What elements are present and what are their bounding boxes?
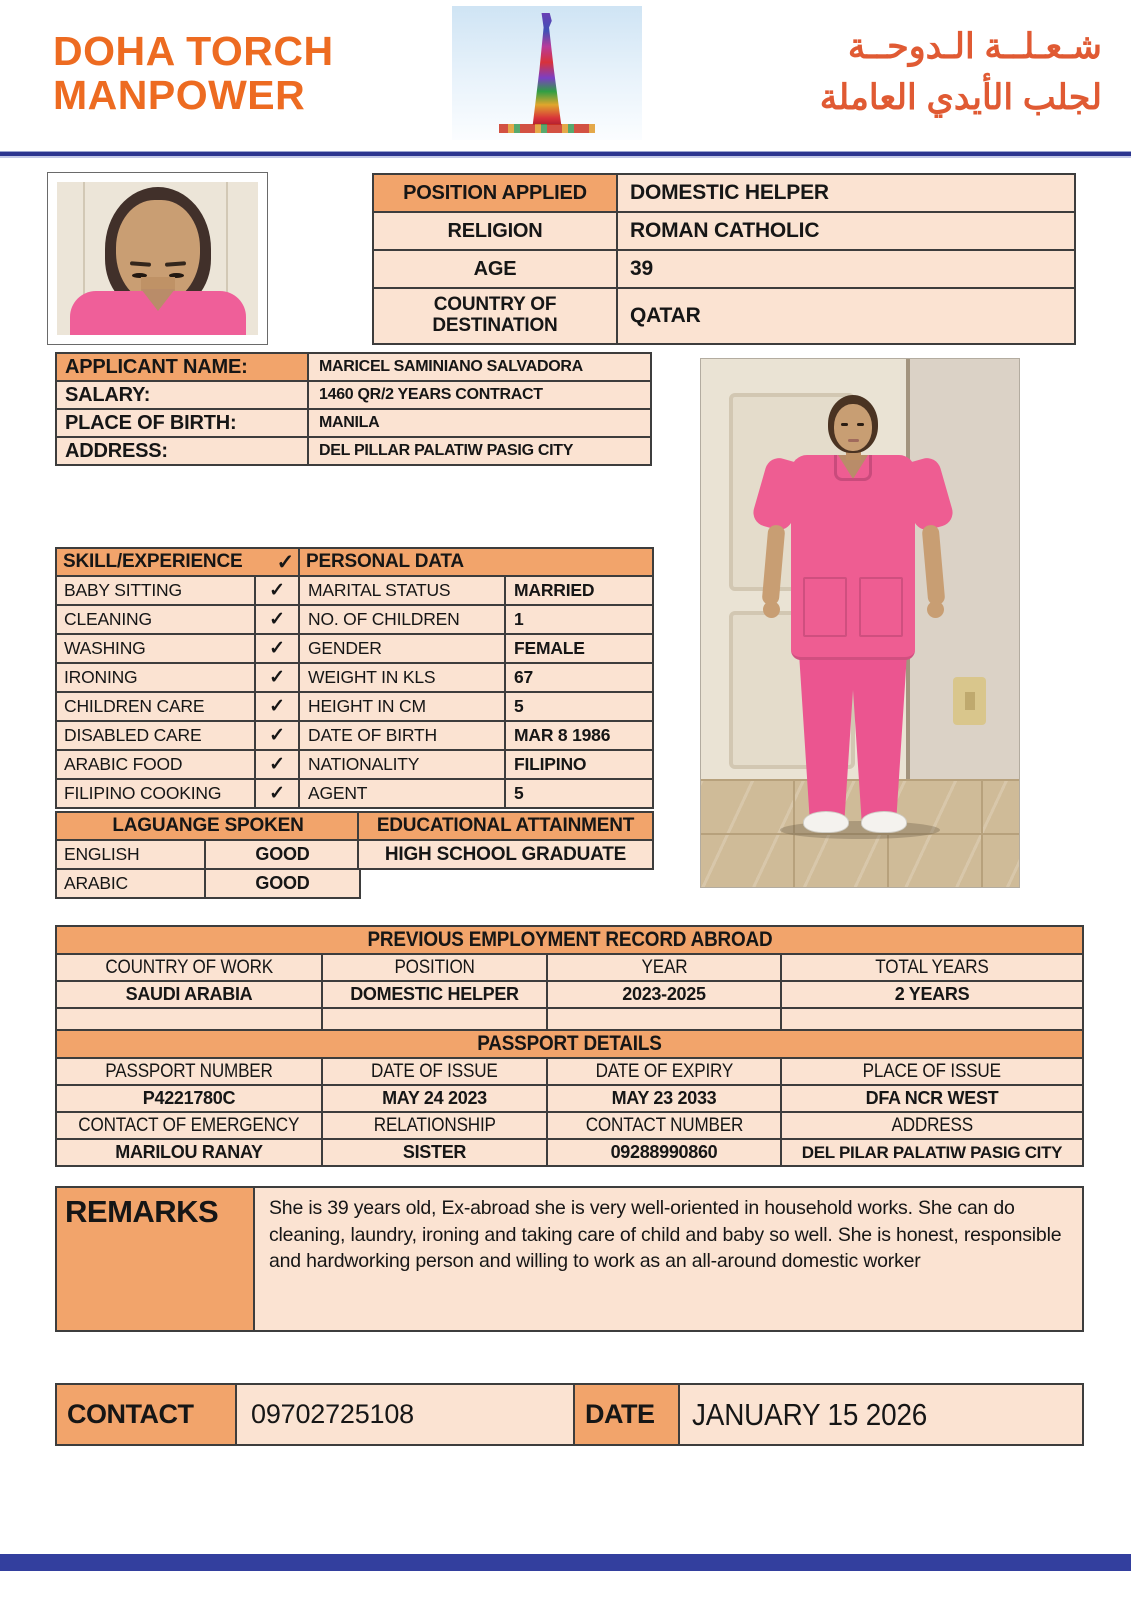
v-neckline bbox=[141, 289, 175, 311]
personal-label: MARITAL STATUS bbox=[300, 577, 504, 604]
eyebrow bbox=[129, 261, 150, 266]
column-header bbox=[782, 1059, 1082, 1084]
personal-label: HEIGHT IN CM bbox=[300, 693, 504, 720]
hand bbox=[763, 601, 780, 618]
empty-cell bbox=[323, 1009, 546, 1029]
contact-label: CONTACT bbox=[57, 1385, 235, 1444]
skill-personal-table bbox=[55, 547, 654, 809]
personal-value: FEMALE bbox=[506, 635, 652, 662]
skill-label: DISABLED CARE bbox=[57, 722, 254, 749]
personal-value: 1 bbox=[506, 606, 652, 633]
header-text: CONTACT NUMBER bbox=[585, 1114, 743, 1136]
language-header: LAGUANGE SPOKEN bbox=[57, 813, 359, 839]
empty-cell bbox=[548, 1009, 780, 1029]
header-text: POSITION bbox=[394, 956, 475, 978]
column-header bbox=[57, 955, 321, 980]
agency-name-line1: DOHA TORCH bbox=[53, 28, 334, 74]
value-cell: DOMESTIC HELPER bbox=[618, 175, 1074, 211]
empty-cell bbox=[57, 1009, 321, 1029]
employment-cell: SAUDI ARABIA bbox=[57, 982, 321, 1007]
check-icon: ✓ bbox=[256, 606, 298, 633]
header-text: CONTACT OF EMERGENCY bbox=[78, 1114, 300, 1136]
applicant-headshot-photo bbox=[47, 172, 268, 345]
light-switch bbox=[953, 677, 986, 725]
remarks-text: She is 39 years old, Ex-abroad she is very well-oriented in household works. She can do cleaning, laundry, ironing and taking care of child and baby so well. She is honest, responsible and hardworking person and willing to work as an all-around domestic worker bbox=[255, 1188, 1082, 1330]
mouth bbox=[848, 439, 859, 442]
label-cell: ADDRESS: bbox=[57, 438, 307, 464]
header-text: PLACE OF ISSUE bbox=[862, 1060, 1002, 1082]
date-value bbox=[680, 1385, 1082, 1444]
white-shoe bbox=[861, 811, 907, 833]
value-cell: ROMAN CATHOLIC bbox=[618, 213, 1074, 249]
eyebrow bbox=[164, 261, 185, 266]
pink-scrub-top bbox=[791, 455, 915, 660]
header-text: PASSPORT NUMBER bbox=[105, 1060, 273, 1082]
arm bbox=[922, 524, 946, 605]
skill-section-header bbox=[57, 549, 298, 575]
header-text: ADDRESS bbox=[891, 1114, 973, 1136]
emergency-cell: MARILOU RANAY bbox=[57, 1140, 321, 1165]
skill-label: WASHING bbox=[57, 635, 254, 662]
label-cell: RELIGION bbox=[374, 213, 616, 249]
check-icon: ✓ bbox=[256, 577, 298, 604]
agency-name-arabic-line2: لجلب الأيدي العاملة bbox=[819, 77, 1102, 117]
passport-title bbox=[57, 1031, 1082, 1057]
passport-cell: P4221780C bbox=[57, 1086, 321, 1111]
label-cell: APPLICANT NAME: bbox=[57, 354, 307, 380]
hand bbox=[927, 601, 944, 618]
check-icon: ✓ bbox=[256, 664, 298, 691]
light-switch-button bbox=[965, 692, 975, 710]
skill-label: BABY SITTING bbox=[57, 577, 254, 604]
language-name: ARABIC bbox=[57, 870, 204, 897]
personal-label: DATE OF BIRTH bbox=[300, 722, 504, 749]
header-text: TOTAL YEARS bbox=[875, 956, 989, 978]
skill-label: CHILDREN CARE bbox=[57, 693, 254, 720]
employment-cell: 2 YEARS bbox=[782, 982, 1082, 1007]
header-text: YEAR bbox=[641, 956, 687, 978]
personal-label: AGENT bbox=[300, 780, 504, 807]
white-shoe bbox=[803, 811, 849, 833]
personal-value: 5 bbox=[506, 780, 652, 807]
personal-value: MAR 8 1986 bbox=[506, 722, 652, 749]
language-level: GOOD bbox=[206, 841, 359, 868]
passport-cell: DFA NCR WEST bbox=[782, 1086, 1082, 1111]
column-header bbox=[57, 1113, 321, 1138]
check-icon: ✓ bbox=[256, 693, 298, 720]
skill-label: IRONING bbox=[57, 664, 254, 691]
torch-tower-icon bbox=[530, 13, 564, 125]
value-cell: MARICEL SAMINIANO SALVADORA bbox=[309, 354, 650, 380]
date-text: JANUARY 15 2026 bbox=[692, 1396, 928, 1432]
torch-base-skyline bbox=[499, 124, 595, 133]
contact-date-bar bbox=[55, 1383, 1084, 1446]
agency-name-arabic-line1: شـعـلــة الـدوحــة bbox=[847, 27, 1102, 66]
check-icon: ✓ bbox=[256, 635, 298, 662]
education-value: HIGH SCHOOL GRADUATE bbox=[359, 841, 652, 868]
personal-label: NATIONALITY bbox=[300, 751, 504, 778]
header-text: COUNTRY OF WORK bbox=[105, 956, 273, 978]
header-text: DATE OF EXPIRY bbox=[595, 1060, 733, 1082]
column-header bbox=[548, 1059, 780, 1084]
remarks-section bbox=[55, 1186, 1084, 1332]
emergency-cell: DEL PILAR PALATIW PASIG CITY bbox=[782, 1140, 1082, 1165]
skill-header-text: SKILL/EXPERIENCE bbox=[63, 551, 243, 572]
personal-value: 5 bbox=[506, 693, 652, 720]
emergency-cell: SISTER bbox=[323, 1140, 546, 1165]
agency-name-line2: MANPOWER bbox=[53, 71, 306, 118]
pocket bbox=[859, 577, 903, 637]
pocket bbox=[803, 577, 847, 637]
column-header bbox=[782, 1113, 1082, 1138]
applicant-fullbody-photo bbox=[700, 358, 1020, 888]
header-text: RELATIONSHIP bbox=[373, 1114, 496, 1136]
applicant-info-table bbox=[55, 352, 652, 466]
language-name: ENGLISH bbox=[57, 841, 204, 868]
column-header bbox=[323, 1113, 546, 1138]
header-text: DATE OF ISSUE bbox=[371, 1060, 498, 1082]
personal-value: 67 bbox=[506, 664, 652, 691]
employment-cell: DOMESTIC HELPER bbox=[323, 982, 546, 1007]
personal-label: WEIGHT IN KLS bbox=[300, 664, 504, 691]
eye bbox=[841, 423, 848, 426]
label-cell: AGE bbox=[374, 251, 616, 287]
label-cell: PLACE OF BIRTH: bbox=[57, 410, 307, 436]
label-cell: SALARY: bbox=[57, 382, 307, 408]
column-header bbox=[323, 1059, 546, 1084]
label-cell: POSITION APPLIED bbox=[374, 175, 616, 211]
check-icon: ✓ bbox=[276, 550, 294, 574]
employment-passport-table bbox=[55, 925, 1084, 1167]
remarks-label: REMARKS bbox=[57, 1188, 253, 1330]
education-table bbox=[357, 811, 654, 870]
personal-label: NO. OF CHILDREN bbox=[300, 606, 504, 633]
education-header: EDUCATIONAL ATTAINMENT bbox=[359, 813, 652, 839]
employment-title-text: PREVIOUS EMPLOYMENT RECORD ABROAD bbox=[367, 928, 772, 951]
label-cell: COUNTRY OF DESTINATION bbox=[374, 289, 616, 343]
footer-divider-rule bbox=[0, 1554, 1131, 1571]
personal-value: FILIPINO bbox=[506, 751, 652, 778]
employment-cell: 2023-2025 bbox=[548, 982, 780, 1007]
empty-cell bbox=[782, 1009, 1082, 1029]
agency-name bbox=[53, 30, 334, 118]
value-cell: MANILA bbox=[309, 410, 650, 436]
value-cell: DEL PILLAR PALATIW PASIG CITY bbox=[309, 438, 650, 464]
pink-scrub-top bbox=[70, 291, 246, 335]
headshot-scene bbox=[57, 182, 258, 335]
check-icon: ✓ bbox=[256, 780, 298, 807]
column-header bbox=[548, 955, 780, 980]
column-header bbox=[323, 955, 546, 980]
check-icon: ✓ bbox=[256, 751, 298, 778]
check-icon: ✓ bbox=[256, 722, 298, 749]
employment-title bbox=[57, 927, 1082, 953]
date-label: DATE bbox=[575, 1385, 678, 1444]
column-header bbox=[548, 1113, 780, 1138]
passport-cell: MAY 24 2023 bbox=[323, 1086, 546, 1111]
language-level: GOOD bbox=[206, 870, 359, 897]
emergency-cell: 09288990860 bbox=[548, 1140, 780, 1165]
personal-value: MARRIED bbox=[506, 577, 652, 604]
skill-label: ARABIC FOOD bbox=[57, 751, 254, 778]
column-header bbox=[57, 1059, 321, 1084]
skill-label: FILIPINO COOKING bbox=[57, 780, 254, 807]
face bbox=[834, 404, 872, 451]
passport-cell: MAY 23 2033 bbox=[548, 1086, 780, 1111]
header-divider-rule bbox=[0, 151, 1131, 158]
passport-title-text: PASSPORT DETAILS bbox=[477, 1032, 662, 1055]
eye bbox=[857, 423, 864, 426]
language-spoken-table bbox=[55, 811, 361, 899]
skill-label: CLEANING bbox=[57, 606, 254, 633]
contact-value: 09702725108 bbox=[237, 1385, 573, 1444]
top-info-table bbox=[372, 173, 1076, 345]
column-header bbox=[782, 955, 1082, 980]
value-cell: 1460 QR/2 YEARS CONTRACT bbox=[309, 382, 650, 408]
personal-data-header: PERSONAL DATA bbox=[300, 549, 652, 575]
value-cell: QATAR bbox=[618, 289, 1074, 343]
doha-torch-logo bbox=[452, 6, 642, 140]
personal-label: GENDER bbox=[300, 635, 504, 662]
agency-name-arabic bbox=[650, 22, 1102, 124]
value-cell: 39 bbox=[618, 251, 1074, 287]
